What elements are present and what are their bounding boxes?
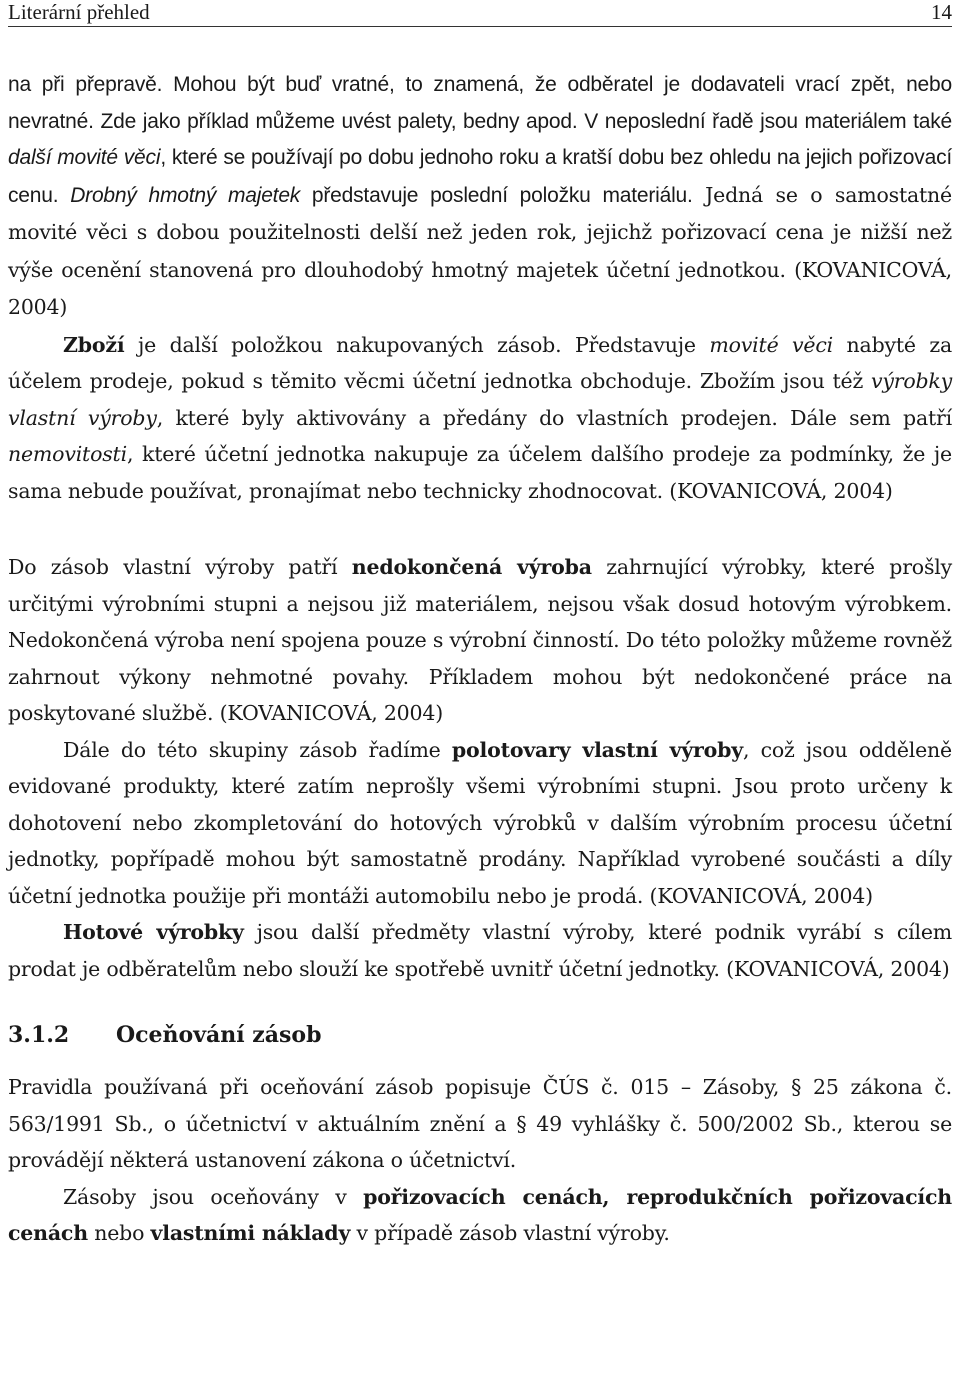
text-block-valuation [8, 1069, 952, 1252]
bold-term: pořizovacích cenách, reprodukčních pořizovacích cenách [8, 1184, 952, 1245]
bold-term: Hotové výrobky [63, 920, 244, 944]
bold-term: polotovary vlastní výroby [451, 737, 743, 762]
text-run: , což jsou odděleně evidované produkty, které zatím neprošly všemi výrobními stupni. Jsou proto určeny k dohotovení nebo zkompletování do hotových výrobků v dalším výrobním procesu účetní jednotky, popřípadě mohou být samostatně prodány. Například vyrobené součásti a díly účetní jednotka použije při montáži automobilu nebo je prodá. (KOVANICOVÁ, 2004) [8, 737, 952, 908]
text-run: na při přepravě. Mohou být buď vratné, to znamená, že odběratel je dodavateli vrací zpět, nebo nevratné. Zde jako příklad můžeme uvést palety, bedny apod. V neposlední řadě jsou materiálem také [8, 73, 952, 133]
page-number: 14 [931, 0, 952, 24]
paragraph-goods [8, 327, 952, 510]
section-title: Oceňování zásob [116, 1022, 322, 1048]
running-title: Literární přehled [8, 0, 150, 24]
text-run: nabyté za účelem prodeje, pokud s těmito věcmi účetní jednotka obchoduje. Zbožím jsou též [8, 332, 953, 393]
paragraph-work-in-progress [8, 549, 952, 732]
text-run: jsou další předměty vlastní výroby, které podnik vyrábí s cílem prodat je odběratelům nebo slouží ke spotřebě uvnitř účetní jednotky. (KOVANICOVÁ, 2004) [8, 920, 952, 981]
page-header [8, 0, 952, 27]
paragraph-finished-products [8, 914, 952, 987]
text-run: Do zásob vlastní výroby patří [8, 555, 352, 579]
paragraph-semi-finished [8, 732, 952, 915]
text-run: v případě zásob vlastní výroby. [350, 1221, 670, 1245]
text-run: , které se používají po dobu jednoho roku a kratší dobu bez ohledu na jejich pořizovací cenu. [8, 146, 952, 207]
emphasis-text: nemovitosti [8, 442, 127, 466]
text-run: Pravidla používaná při oceňování zásob popisuje ČÚS č. 015 – Zásoby, § 25 zákona č. 563/1991 Sb., o účetnictví v aktuálním znění a § 49 vyhlášky č. 500/2002 Sb., kterou se provádějí některá ustanovení zákona o účetnictví. [8, 1075, 952, 1172]
emphasis-text: výrobky vlastní výroby [8, 369, 952, 430]
text-block-own-production [8, 549, 952, 987]
bold-term: Zboží [63, 332, 125, 357]
text-run: , které účetní jednotka nakupuje za účelem dalšího prodeje za podmínky, že je sama nebude používat, pronajímat nebo technicky zhodnocovat. (KOVANICOVÁ, 2004) [8, 442, 952, 503]
text-block-materials [8, 67, 952, 509]
text-run: nebo [87, 1221, 151, 1245]
text-run: je další položkou nakupovaných zásob. Představuje [124, 332, 710, 357]
text-run: Dále do této skupiny zásob řadíme [63, 737, 452, 762]
text-run: Jedná se o samostatné movité věci s dobou použitelnosti delší než jeden rok, jejichž pořizovací cena je nižší než výše ocenění stanovená pro dlouhodobý hmotný majetek účetní jednotkou. (KOVANICOVÁ, 2004) [8, 182, 952, 319]
text-run: představuje poslední položku materiálu. [300, 183, 693, 207]
paragraph-material [8, 67, 952, 327]
emphasis-text: Drobný hmotný majetek [70, 183, 301, 207]
section-heading [8, 1017, 952, 1053]
paragraph-valuation-methods [8, 1179, 952, 1252]
text-run: , které byly aktivovány a předány do vlastních prodejen. Dále sem patří [156, 405, 952, 430]
emphasis-text: další movité věci [8, 146, 161, 169]
emphasis-text: movité věci [709, 332, 833, 357]
section-number: 3.1.2 [8, 1022, 70, 1048]
text-run: zahrnující výrobky, které prošly určitými výrobními stupni a nejsou již materiálem, nejsou však dosud hotovým výrobkem. Nedokončená výroba není spojena pouze s výrobní činností. Do této položky můžeme rovněž zahrnout výkony nehmotné povahy. Příkladem mohou být nedokončené práce na poskytované službě. (KOVANICOVÁ, 2004) [8, 555, 952, 725]
text-run: Zásoby jsou oceňovány v [63, 1184, 364, 1209]
bold-term: nedokončená výroba [351, 555, 592, 579]
paragraph-valuation-rules [8, 1069, 952, 1179]
bold-term: vlastními náklady [150, 1221, 351, 1245]
